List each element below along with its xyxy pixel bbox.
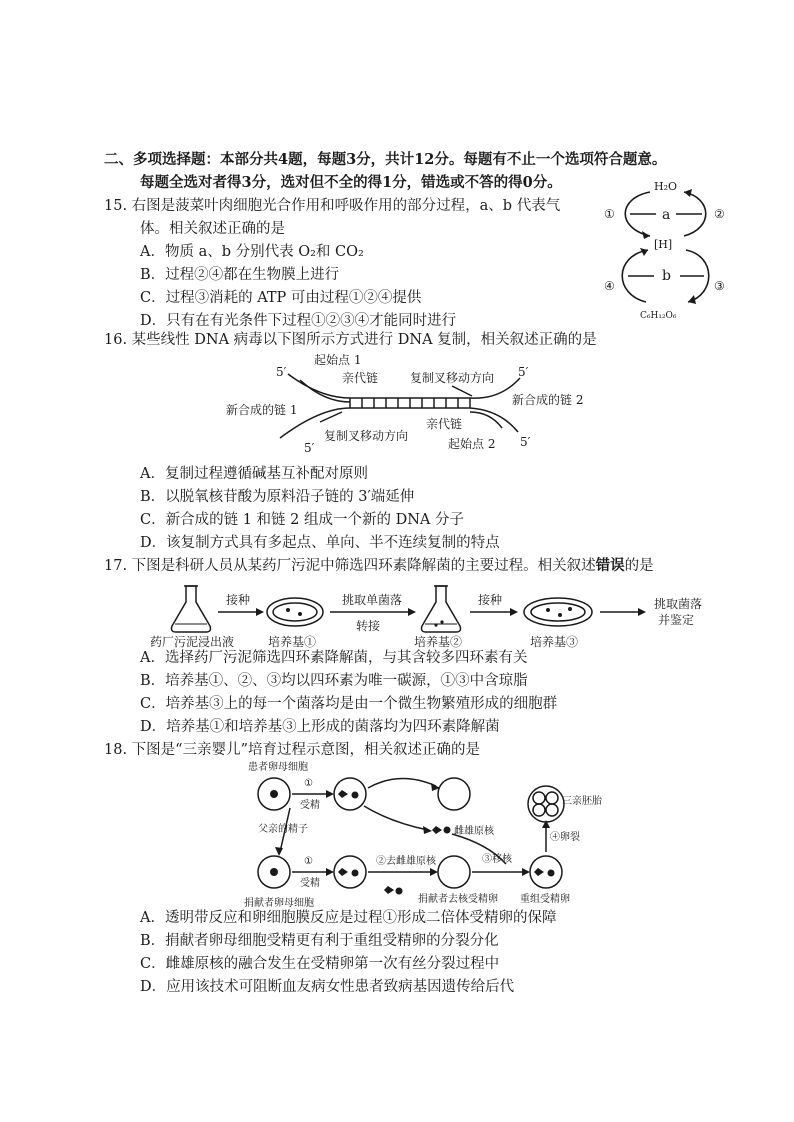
q18-label-fert1: 受精 [300, 800, 320, 811]
q18-label-donor: 捐献者卵母细胞 [244, 898, 314, 909]
q15-stem-cont: 体。相关叙述正确的是 [140, 221, 285, 237]
q18-label-recombined: 重组受精卵 [520, 894, 570, 905]
q15-option-d: D．只有在有光条件下过程①②③④才能同时进行 [140, 313, 457, 329]
q15-stem: 15. 右图是菠菜叶肉细胞光合作用和呼吸作用的部分过程，a、b 代表气 [104, 198, 561, 214]
q18-option-b: B．捐献者卵母细胞受精更有利于重组受精卵的分裂分化 [140, 933, 499, 949]
q18-diagram [240, 760, 602, 910]
q15-label-p1: ① [604, 207, 615, 221]
q16-stem: 16. 某些线性 DNA 病毒以下图所示方式进行 DNA 复制，相关叙述正确的是 [104, 332, 597, 348]
q17-label-pick: 挑取单菌落 [342, 593, 403, 607]
q16-label-5prime-tl: 5′ [276, 365, 287, 379]
q18-label-pronuclei: 雌雄原核 [454, 826, 494, 837]
q16-label-new1: 新合成的链 1 [226, 403, 298, 417]
q17-label-sludge: 药厂污泥浸出液 [150, 635, 235, 649]
q16-option-d: D．该复制方式具有多起点、单向、半不连续复制的特点 [140, 535, 500, 551]
q18-label-fert2-num: ① [304, 856, 313, 867]
q16-option-a: A．复制过程遵循碱基互补配对原则 [140, 466, 368, 482]
q17-label-final1: 挑取菌落 [654, 597, 703, 611]
q15-label-b: b [662, 268, 671, 284]
q16-option-c: C．新合成的链 1 和链 2 组成一个新的 DNA 分子 [140, 512, 464, 528]
q17-option-d: D．培养基①和培养基③上形成的菌落均为四环素降解菌 [140, 719, 500, 735]
q18-label-fert2: 受精 [300, 878, 320, 889]
q18-label-cleavage: ④卵裂 [550, 832, 580, 843]
q16-option-b: B．以脱氧核苷酸为原料沿子链的 3′端延伸 [140, 489, 415, 505]
q16-label-parent2: 亲代链 [426, 417, 463, 431]
q16-label-parent1: 亲代链 [342, 371, 379, 385]
q16-label-fork1: 复制叉移动方向 [410, 371, 495, 385]
q15-option-b: B．过程②④都在生物膜上进行 [140, 267, 340, 283]
q18-label-fert1-num: ① [304, 778, 313, 789]
q18-option-c: C．雌雄原核的融合发生在受精卵第一次有丝分裂过程中 [140, 956, 500, 972]
q16-diagram [220, 352, 584, 460]
q15-label-h: [H] [654, 238, 673, 251]
q15-label-p2: ② [714, 207, 725, 221]
q17-label-medium3: 培养基③ [530, 635, 579, 649]
q18-label-donor-egg: 捐献者去核受精卵 [418, 894, 498, 905]
q15-label-h2o: H₂O [654, 180, 678, 193]
q18-label-remove: ②去雌雄原核 [376, 856, 436, 867]
q17-option-a: A．选择药厂污泥筛选四环素降解菌，与其含较多四环素有关 [140, 650, 528, 666]
q16-label-5prime-br: 5′ [520, 435, 531, 449]
q18-label-transplant: ③移核 [482, 854, 512, 865]
q16-label-5prime-tr: 5′ [518, 365, 529, 379]
q16-label-origin2: 起始点 2 [448, 437, 496, 451]
q17-stem: 17. 下图是科研人员从某药厂污泥中筛选四环素降解菌的主要过程。相关叙述错误的是 [104, 557, 654, 574]
q16-label-origin1: 起始点 1 [314, 353, 362, 367]
q15-label-a: a [662, 207, 671, 223]
q17-label-final2: 并鉴定 [658, 613, 695, 627]
q18-label-patient: 患者卵母细胞 [248, 762, 308, 773]
q17-option-b: B．培养基①、②、③均以四环素为唯一碳源，①③中含琼脂 [140, 673, 528, 689]
q18-option-d: D．应用该技术可阻断血友病女性患者致病基因遗传给后代 [140, 979, 515, 995]
q16-label-new2: 新合成的链 2 [512, 393, 584, 407]
q15-label-glucose: C₆H₁₂O₆ [640, 311, 677, 321]
q16-label-5prime-bl: 5′ [304, 441, 315, 455]
q18-option-a: A．透明带反应和卵细胞膜反应是过程①形成二倍体受精卵的保障 [140, 910, 557, 926]
q17-label-inoculate2: 接种 [478, 593, 503, 607]
q15-diagram [600, 176, 730, 326]
q16-label-fork2: 复制叉移动方向 [324, 429, 409, 443]
q17-stem-error: 错误 [595, 557, 625, 574]
q18-label-sperm: 父亲的精子 [258, 824, 308, 835]
q15-option-a: A．物质 a、b 分别代表 O₂和 CO₂ [140, 244, 364, 260]
q18-stem: 18. 下图是“三亲婴儿”培育过程示意图，相关叙述正确的是 [104, 742, 480, 758]
q15-label-p4: ④ [604, 279, 615, 293]
section-heading: 二、多项选择题：本部分共4题，每题3分，共计12分。每题有不止一个选项符合题意。 [104, 151, 667, 168]
q15-option-c: C．过程③消耗的 ATP 可由过程①②④提供 [140, 290, 422, 306]
q17-label-medium2: 培养基② [414, 635, 463, 649]
q18-label-embryo: 三亲胚胎 [562, 796, 602, 807]
q17-label-inoculate1: 接种 [226, 593, 251, 607]
q17-option-c: C．培养基③上的每一个菌落均是由一个微生物繁殖形成的细胞群 [140, 696, 558, 712]
q17-label-transfer: 转接 [356, 619, 381, 633]
q15-label-p3: ③ [714, 279, 725, 293]
section-rules: 每题全选对者得3分，选对但不全的得1分，错选或不答的得0分。 [140, 174, 562, 191]
q17-diagram [150, 578, 710, 648]
q17-label-medium1: 培养基① [268, 635, 317, 649]
